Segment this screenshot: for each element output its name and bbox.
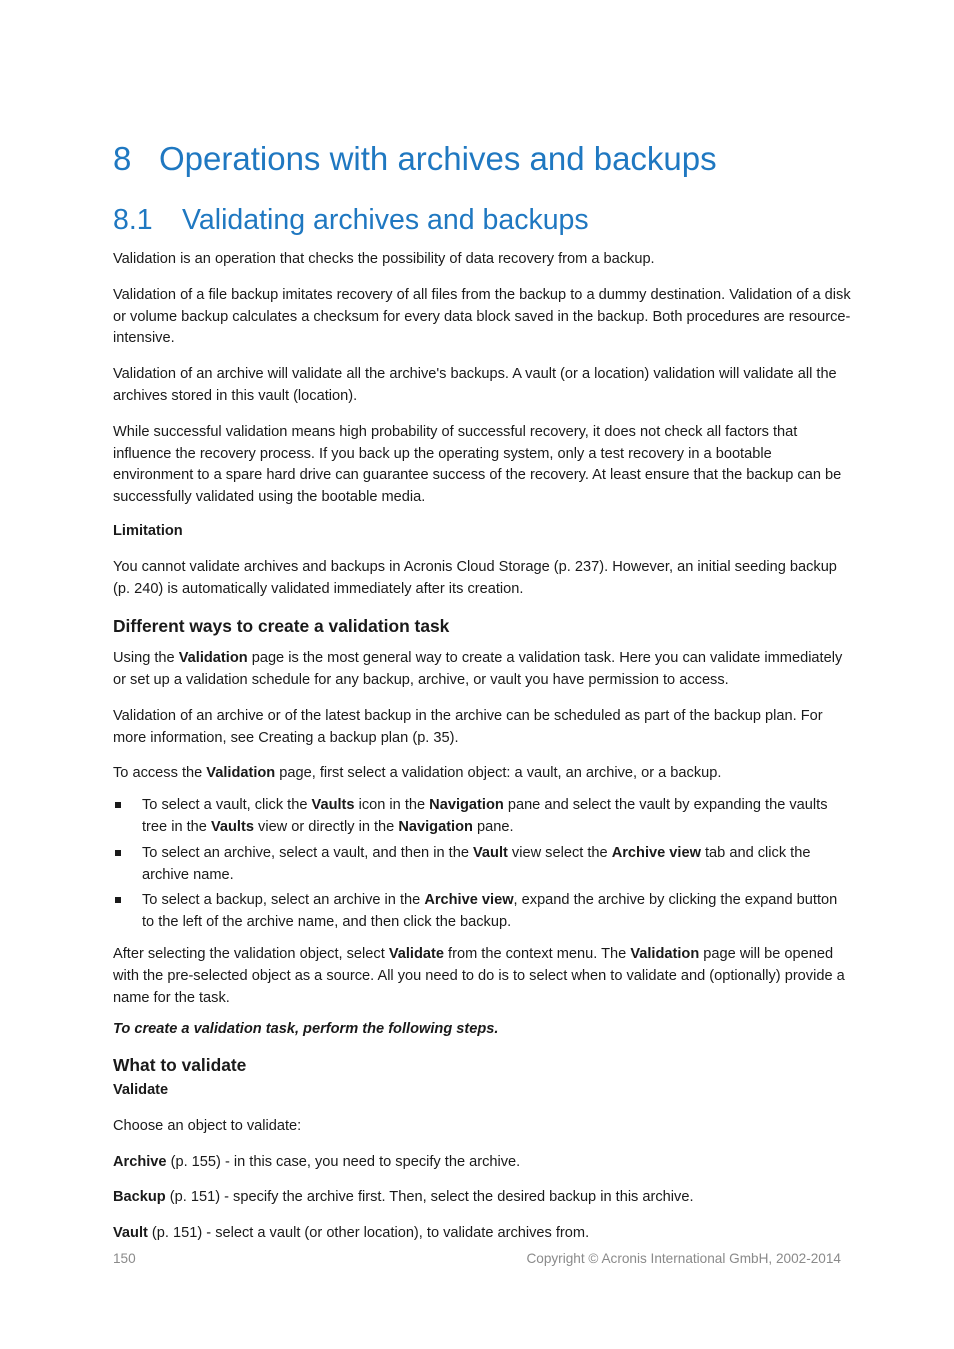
bullet-list <box>113 795 853 934</box>
paragraph: Validation of an archive or of the latest backup in the archive can be scheduled as part of the backup plan. For more information, see Creating a backup plan (p. 35). <box>113 707 823 746</box>
section-title: Validating archives and backups <box>182 204 589 236</box>
paragraph: Validation is an operation that checks the possibility of data recovery from a backup. <box>113 251 655 267</box>
limitation-label: Limitation <box>113 522 183 539</box>
chapter-number: 8 <box>113 140 132 177</box>
bullet-square-icon <box>115 802 121 808</box>
paragraph: While successful validation means high probability of successful recovery, it does not check all factors that influence the recovery process. If you back up the operating system, only a test recovery in a bootable environment to a spare hard drive can guarantee success of the recovery. At least ensure that the backup can be successfully validated using the bootable media. <box>113 423 842 506</box>
option-archive: Archive (p. 155) - in this case, you need to specify the archive. <box>113 1153 521 1170</box>
document-body <box>113 249 853 1259</box>
section-heading <box>113 204 589 237</box>
chapter-title: Operations with archives and backups <box>159 140 717 177</box>
page-number: 150 <box>113 1251 136 1266</box>
copyright: Copyright © Acronis International GmbH, 2002-2014 <box>526 1251 841 1266</box>
list-item: To select an archive, select a vault, and then in the Vault view select the Archive view tab and click the archive name. <box>113 843 853 887</box>
list-item: To select a vault, click the Vaults icon in the Navigation pane and select the vault by expanding the vaults tree in the Vaults view or directly in the Navigation pane. <box>113 795 853 839</box>
paragraph: Validation of a file backup imitates recovery of all files from the backup to a dummy destination. Validation of a disk or volume backup calculates a checksum for every data block saved in the backup. Both procedures are resource-intensive. <box>113 286 851 347</box>
section-number: 8.1 <box>113 204 153 236</box>
limitation-text: You cannot validate archives and backups in Acronis Cloud Storage (p. 237). However, an initial seeding backup (p. 240) is automatically validated immediately after its creation. <box>113 558 837 597</box>
option-vault: Vault (p. 151) - select a vault (or other location), to validate archives from. <box>113 1225 590 1242</box>
paragraph: Validation of an archive will validate all the archive's backups. A vault (or a location) validation will validate all the archives stored in this vault (location). <box>113 366 837 404</box>
bullet-square-icon <box>115 897 121 903</box>
validate-label: Validate <box>113 1081 169 1098</box>
chapter-heading <box>113 140 717 178</box>
choose-text: Choose an object to validate: <box>113 1117 302 1134</box>
bullet-square-icon <box>115 850 121 856</box>
ways-heading: Different ways to create a validation task <box>113 616 450 637</box>
option-backup: Backup (p. 151) - specify the archive first. Then, select the desired backup in this archive. <box>113 1189 694 1206</box>
steps-intro: To create a validation task, perform the following steps. <box>113 1021 499 1038</box>
paragraph: To access the Validation page, first select a validation object: a vault, an archive, or a backup. <box>113 765 722 782</box>
list-item: To select a backup, select an archive in the Archive view, expand the archive by clicking the expand button to the left of the archive name, and then click the backup. <box>113 890 853 934</box>
paragraph: After selecting the validation object, select Validate from the context menu. The Validation page will be opened with the pre-selected object as a source. All you need to do is to select when to validate and (optionally) provide a name for the task. <box>113 945 845 1006</box>
what-to-validate-heading: What to validate <box>113 1055 247 1076</box>
paragraph: Using the Validation page is the most general way to create a validation task. Here you can validate immediately or set up a validation schedule for any backup, archive, or vault you have permission to access. <box>113 650 843 688</box>
